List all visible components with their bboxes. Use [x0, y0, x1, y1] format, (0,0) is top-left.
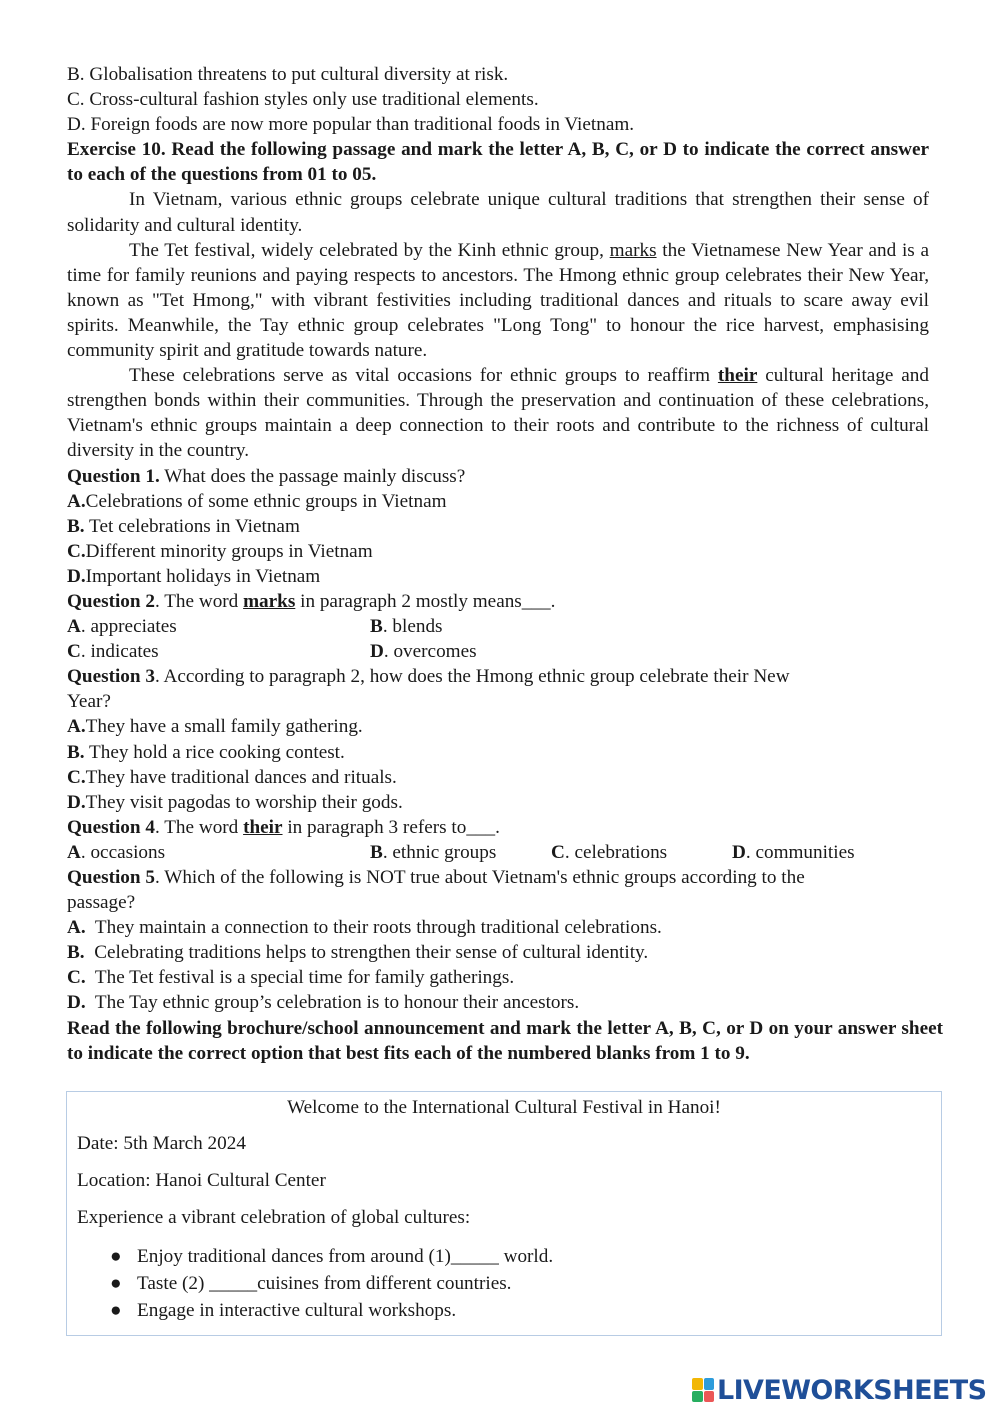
- logo-square-3: [692, 1391, 703, 1403]
- option-text: Tet celebrations in Vietnam: [84, 515, 300, 537]
- question-4-option-c[interactable]: [551, 840, 732, 865]
- question-3-text: . According to paragraph 2, how does the Hmong ethnic group celebrate their New: [154, 666, 790, 688]
- question-3-continued: Year?: [67, 691, 111, 713]
- paragraph-3-rest: cultural heritage and strengthen bonds within their communities. Through the preservation and continuation of these celebrations, Vietnam's ethnic groups maintain a deep connection to their roots and contribute to the richness of cultural diversity in the country.: [67, 365, 929, 462]
- question-5-option-b[interactable]: [67, 940, 929, 965]
- logo-square-1: [692, 1378, 703, 1390]
- option-letter: A: [67, 841, 81, 863]
- brochure-title: Welcome to the International Cultural Festival in Hanoi!: [287, 1097, 721, 1118]
- question-1-option-b[interactable]: [67, 514, 929, 539]
- option-text: They visit pagodas to worship their gods.: [85, 791, 403, 813]
- brochure-bullet-item: [67, 1243, 941, 1270]
- option-letter: D: [732, 841, 746, 863]
- question-4-keyword: their: [243, 816, 283, 838]
- option-text: . blends: [382, 616, 443, 638]
- logo-square-4: [704, 1391, 715, 1403]
- brochure-bullet-item: [67, 1270, 941, 1297]
- option-text: . overcomes: [383, 641, 477, 663]
- brochure-location: Location: Hanoi Cultural Center: [77, 1170, 326, 1191]
- brochure-instruction: Read the following brochure/school announcement and mark the letter A, B, C, or D on your answer sheet to indicate the correct option that best fits each of the numbered blanks from 1 to 9.: [67, 1017, 943, 1064]
- question-3: [67, 664, 929, 689]
- option-letter: A.: [67, 490, 86, 512]
- question-3-label: Question 3: [67, 666, 155, 688]
- paragraph-3-start: These celebrations serve as vital occasions for ethnic groups to reaffirm: [129, 365, 718, 387]
- option-letter: D.: [67, 992, 86, 1014]
- option-text: They hold a rice cooking contest.: [84, 741, 345, 763]
- question-4-option-a[interactable]: [67, 840, 370, 865]
- option-letter: B: [370, 616, 383, 638]
- question-4-end: .: [495, 816, 500, 838]
- option-letter: B: [370, 841, 383, 863]
- question-4: [67, 815, 929, 840]
- question-2-option-c[interactable]: [67, 639, 370, 664]
- option-text: . indicates: [80, 641, 159, 663]
- option-text: The Tay ethnic group’s celebration is to honour their ancestors.: [85, 992, 580, 1014]
- question-5-option-c[interactable]: [67, 965, 929, 990]
- question-5: [67, 865, 929, 890]
- liveworksheets-logo-icon: [692, 1378, 714, 1402]
- question-4-label: Question 4: [67, 816, 155, 838]
- question-5-text: . Which of the following is NOT true about Vietnam's ethnic groups according to the: [154, 867, 805, 888]
- logo-text: LIVEWORKSHEETS: [717, 1374, 987, 1406]
- option-letter: B.: [67, 942, 85, 964]
- question-1-option-d[interactable]: [67, 564, 929, 589]
- paragraph-2-rest: the Vietnamese New Year and is a time for family reunions and paying respects to ancestors. The Hmong ethnic group celebrates their New Year, known as "Tet Hmong," with vibrant festivities including traditional dances and rituals to scare away evil spirits. Meanwhile, the Tay ethnic group celebrates "Long Tong" to honour the rice harvest, emphasising community spirit and gratitude towards nature.: [67, 239, 929, 362]
- question-4-option-b[interactable]: [370, 840, 551, 865]
- question-2-keyword: marks: [243, 590, 296, 612]
- option-letter: A: [67, 616, 81, 638]
- question-1-label: Question 1.: [67, 465, 160, 487]
- question-4-text-rest: in paragraph 3 refers to: [282, 816, 467, 838]
- logo-square-2: [704, 1378, 715, 1390]
- option-text: . celebrations: [564, 841, 668, 863]
- question-3-option-b[interactable]: [67, 740, 929, 765]
- option-text: They maintain a connection to their roots through traditional celebrations.: [85, 917, 662, 939]
- question-1-option-c[interactable]: [67, 539, 929, 564]
- bullet-text: Taste (2) _____cuisines from different countries.: [137, 1273, 512, 1294]
- option-letter: C.: [67, 540, 86, 562]
- question-2-options-row-1: [67, 614, 929, 639]
- option-text: . communities: [745, 841, 855, 863]
- question-4-option-d[interactable]: [732, 840, 855, 865]
- keyword-marks: marks: [609, 239, 657, 261]
- question-3-option-d[interactable]: [67, 790, 929, 815]
- question-5-option-a[interactable]: [67, 915, 929, 940]
- keyword-their: their: [717, 365, 758, 387]
- bullet-icon: ●: [110, 1273, 122, 1294]
- question-5-label: Question 5: [67, 867, 155, 888]
- brochure-intro: Experience a vibrant celebration of global cultures:: [77, 1207, 471, 1228]
- question-1-text: What does the passage mainly discuss?: [159, 465, 466, 487]
- option-text: They have a small family gathering.: [85, 716, 363, 738]
- question-4-text: . The word: [154, 816, 244, 838]
- answer-blank: ___: [466, 816, 496, 838]
- exercise-10-heading: Exercise 10. Read the following passage and mark the letter A, B, C, or D to indicate the correct answer to each of the questions from 01 to 05.: [67, 139, 929, 186]
- brochure-bullet-list: [67, 1243, 941, 1324]
- bullet-text: Engage in interactive cultural workshops.: [137, 1300, 457, 1321]
- brochure-date: Date: 5th March 2024: [77, 1133, 246, 1154]
- question-2-options-row-2: [67, 639, 929, 664]
- question-4-options-row: [67, 840, 929, 865]
- question-5-continued: passage?: [67, 892, 136, 914]
- question-2-label: Question 2: [67, 590, 155, 612]
- option-letter: A.: [67, 716, 86, 738]
- question-2-option-a[interactable]: [67, 614, 370, 639]
- question-2-option-d[interactable]: [370, 639, 477, 664]
- question-2-text-rest: in paragraph 2 mostly means: [295, 590, 522, 612]
- option-text: The Tet festival is a special time for family gatherings.: [85, 967, 515, 989]
- option-letter: C: [551, 841, 565, 863]
- question-1-option-a[interactable]: [67, 489, 929, 514]
- answer-blank: ___: [521, 590, 551, 612]
- option-text: They have traditional dances and rituals.: [85, 766, 397, 788]
- option-letter: C.: [67, 967, 86, 989]
- question-2: [67, 589, 929, 614]
- passage-paragraph-3: [67, 363, 929, 463]
- option-letter: C: [67, 641, 81, 663]
- option-text: Celebrations of some ethnic groups in Vietnam: [85, 490, 447, 512]
- option-letter: B.: [67, 741, 85, 763]
- question-2-text: . The word: [154, 590, 244, 612]
- question-5-option-d[interactable]: [67, 990, 929, 1015]
- passage-paragraph-2: [67, 238, 929, 363]
- brochure-bullet-item: [67, 1297, 941, 1324]
- option-letter: B.: [67, 515, 85, 537]
- option-letter: D: [370, 641, 384, 663]
- question-3-option-a[interactable]: [67, 714, 929, 739]
- liveworksheets-logo[interactable]: [692, 1375, 986, 1405]
- option-text: . ethnic groups: [382, 841, 497, 863]
- option-text: . occasions: [80, 841, 166, 863]
- question-2-option-b[interactable]: [370, 614, 443, 639]
- option-c-line: C. Cross-cultural fashion styles only use traditional elements.: [67, 89, 539, 111]
- brochure-box: [66, 1091, 942, 1336]
- option-letter: D.: [67, 791, 86, 813]
- option-text: . appreciates: [80, 616, 177, 638]
- option-text: Different minority groups in Vietnam: [85, 540, 373, 562]
- bullet-text: Enjoy traditional dances from around (1)_____ world.: [137, 1246, 554, 1267]
- bullet-icon: ●: [110, 1300, 122, 1321]
- option-d-line: D. Foreign foods are now more popular than traditional foods in Vietnam.: [67, 114, 635, 136]
- option-letter: C.: [67, 766, 86, 788]
- question-2-end: .: [550, 590, 556, 612]
- bullet-icon: ●: [110, 1246, 122, 1267]
- paragraph-2-start: The Tet festival, widely celebrated by the Kinh ethnic group,: [129, 239, 610, 261]
- option-letter: A.: [67, 917, 86, 939]
- option-b-line: B. Globalisation threatens to put cultural diversity at risk.: [67, 64, 509, 85]
- passage-paragraph-1: In Vietnam, various ethnic groups celebrate unique cultural traditions that strengthen their sense of solidarity and cultural identity.: [67, 189, 929, 236]
- question-3-option-c[interactable]: [67, 765, 929, 790]
- option-text: Celebrating traditions helps to strengthen their sense of cultural identity.: [84, 942, 649, 964]
- option-text: Important holidays in Vietnam: [85, 565, 321, 587]
- worksheet-page: [67, 62, 943, 1066]
- option-letter: D.: [67, 565, 86, 587]
- question-1: [67, 464, 929, 489]
